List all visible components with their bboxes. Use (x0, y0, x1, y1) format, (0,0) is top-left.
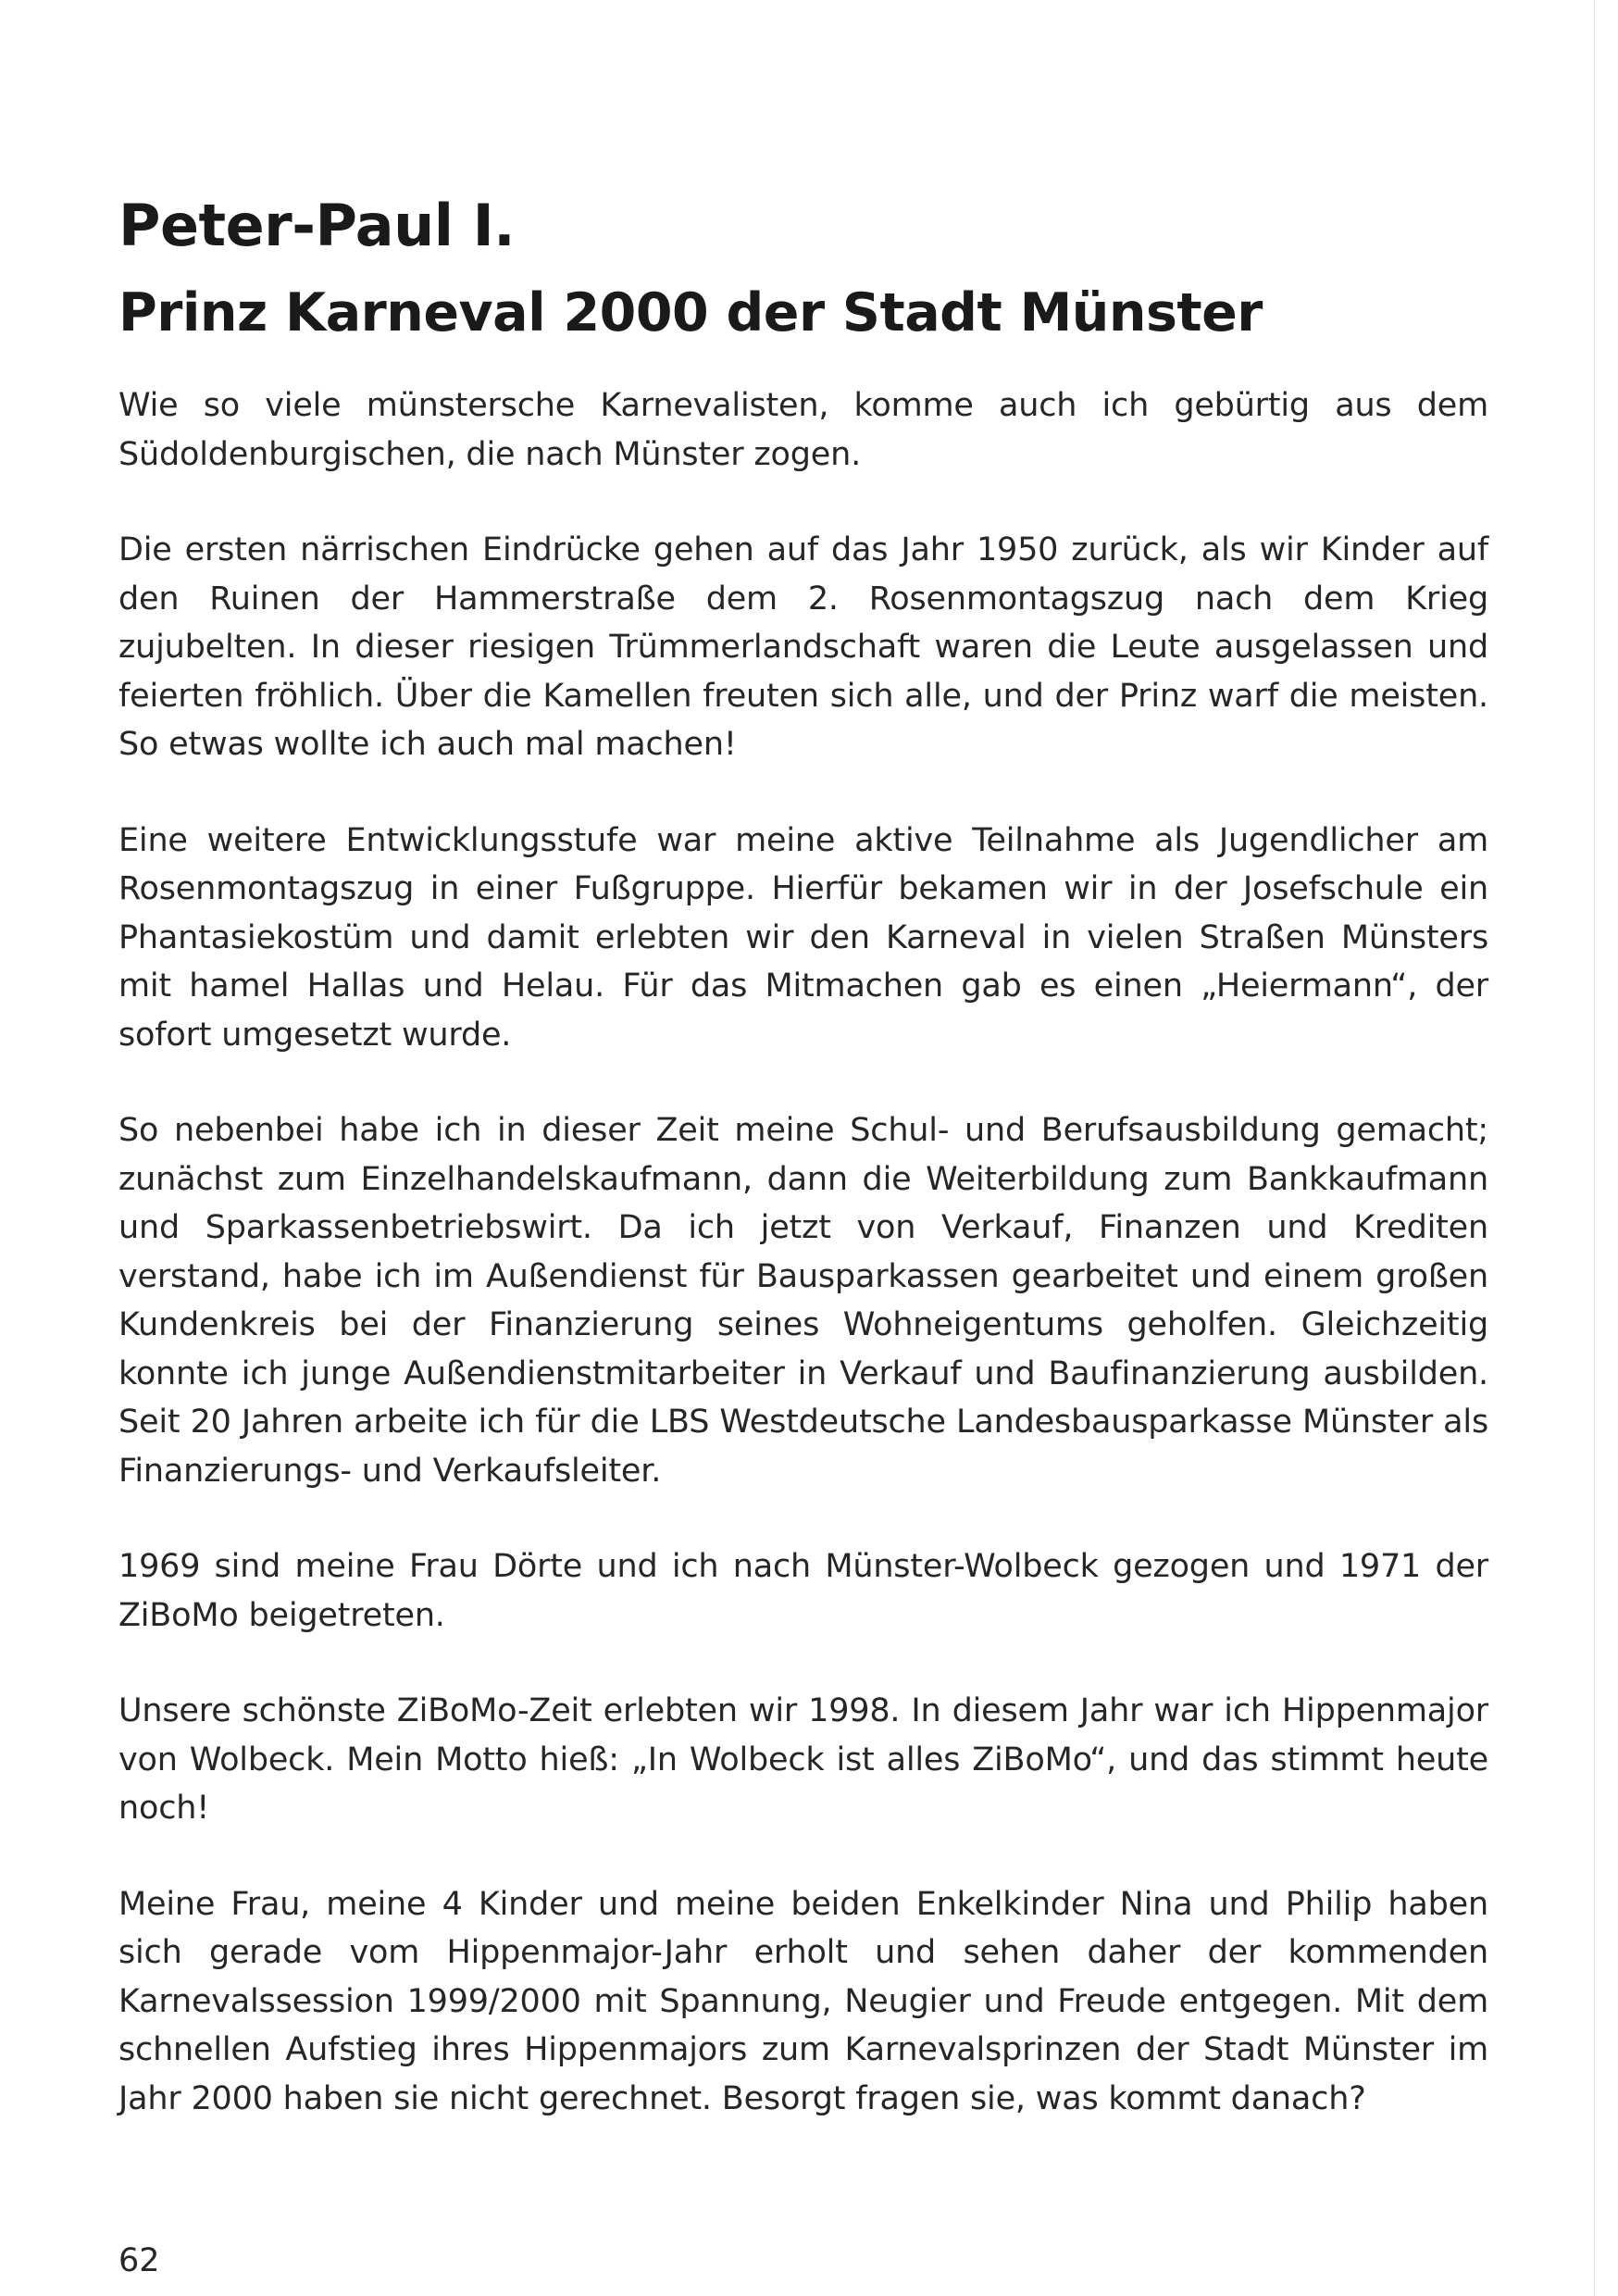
paragraph-2: Die ersten närrischen Eindrücke gehen auf das Jahr 1950 zurück, als wir Kinder auf den Ruinen der Hammerstraße dem 2. Rosenmontagszug nach dem Krieg zujubelten. In dieser riesigen Trümmerlandschaft waren die Leute ausgelassen und feierten fröhlich. Über die Kamellen freuten sich alle, und der Prinz warf die meisten. So etwas wollte ich auch mal machen! (118, 531, 1488, 763)
paragraph-5: 1969 sind meine Frau Dörte und ich nach Münster-Wolbeck gezogen und 1971 der ZiBoMo beigetreten. (118, 1548, 1488, 1634)
body-text (118, 381, 1488, 2170)
paragraph-4: So nebenbei habe ich in dieser Zeit meine Schul- und Berufsausbildung gemacht; zunächst zum Einzelhandelskaufmann, dann die Weiterbildung zum Bankkaufmann und Sparkassenbetriebswirt. Da ich jetzt von Verkauf, Finanzen und Krediten verstand, habe ich im Außendienst für Bausparkassen gearbeitet und einem großen Kundenkreis bei der Finanzierung seines Wohneigentums geholfen. Gleichzeitig konnte ich junge Außendienstmitarbeiter in Verkauf und Baufinanzierung ausbilden. Seit 20 Jahren arbeite ich für die LBS Westdeutsche Landesbausparkasse Münster als Finanzierungs- und Verkaufsleiter. (118, 1112, 1488, 1490)
page-number: 62 (118, 2242, 160, 2279)
paragraph-1: Wie so viele münstersche Karnevalisten, komme auch ich gebürtig aus dem Südoldenburgischen, die nach Münster zogen. (118, 387, 1488, 473)
page-title: Peter-Paul I. (118, 192, 516, 259)
page-edge-line (1594, 0, 1595, 2296)
paragraph-6: Unsere schönste ZiBoMo-Zeit erlebten wir 1998. In diesem Jahr war ich Hippenmajor von Wolbeck. Mein Motto hieß: „In Wolbeck ist alles ZiBoMo“, und das stimmt heute noch! (118, 1692, 1488, 1827)
paragraph-3: Eine weitere Entwicklungsstufe war meine aktive Teilnahme als Jugendlicher am Rosenmontagszug in einer Fußgruppe. Hierfür bekamen wir in der Josefschule ein Phantasiekostüm und damit erlebten wir den Karneval in vielen Straßen Münsters mit hamel Hallas und Helau. Für das Mitmachen gab es einen „Heiermann“, der sofort umgesetzt wurde. (118, 821, 1488, 1054)
paragraph-7: Meine Frau, meine 4 Kinder und meine beiden Enkelkinder Nina und Philip haben sich gerade vom Hippenmajor-Jahr erholt und sehen daher der kommenden Karnevalssession 1999/2000 mit Spannung, Neugier und Freude entgegen. Mit dem schnellen Aufstieg ihres Hippenmajors zum Karnevalsprinzen der Stadt Münster im Jahr 2000 haben sie nicht gerechnet. Besorgt fragen sie, was kommt danach? (118, 1885, 1488, 2117)
page-subtitle: Prinz Karneval 2000 der Stadt Münster (118, 282, 1263, 343)
title-block (118, 181, 1488, 356)
